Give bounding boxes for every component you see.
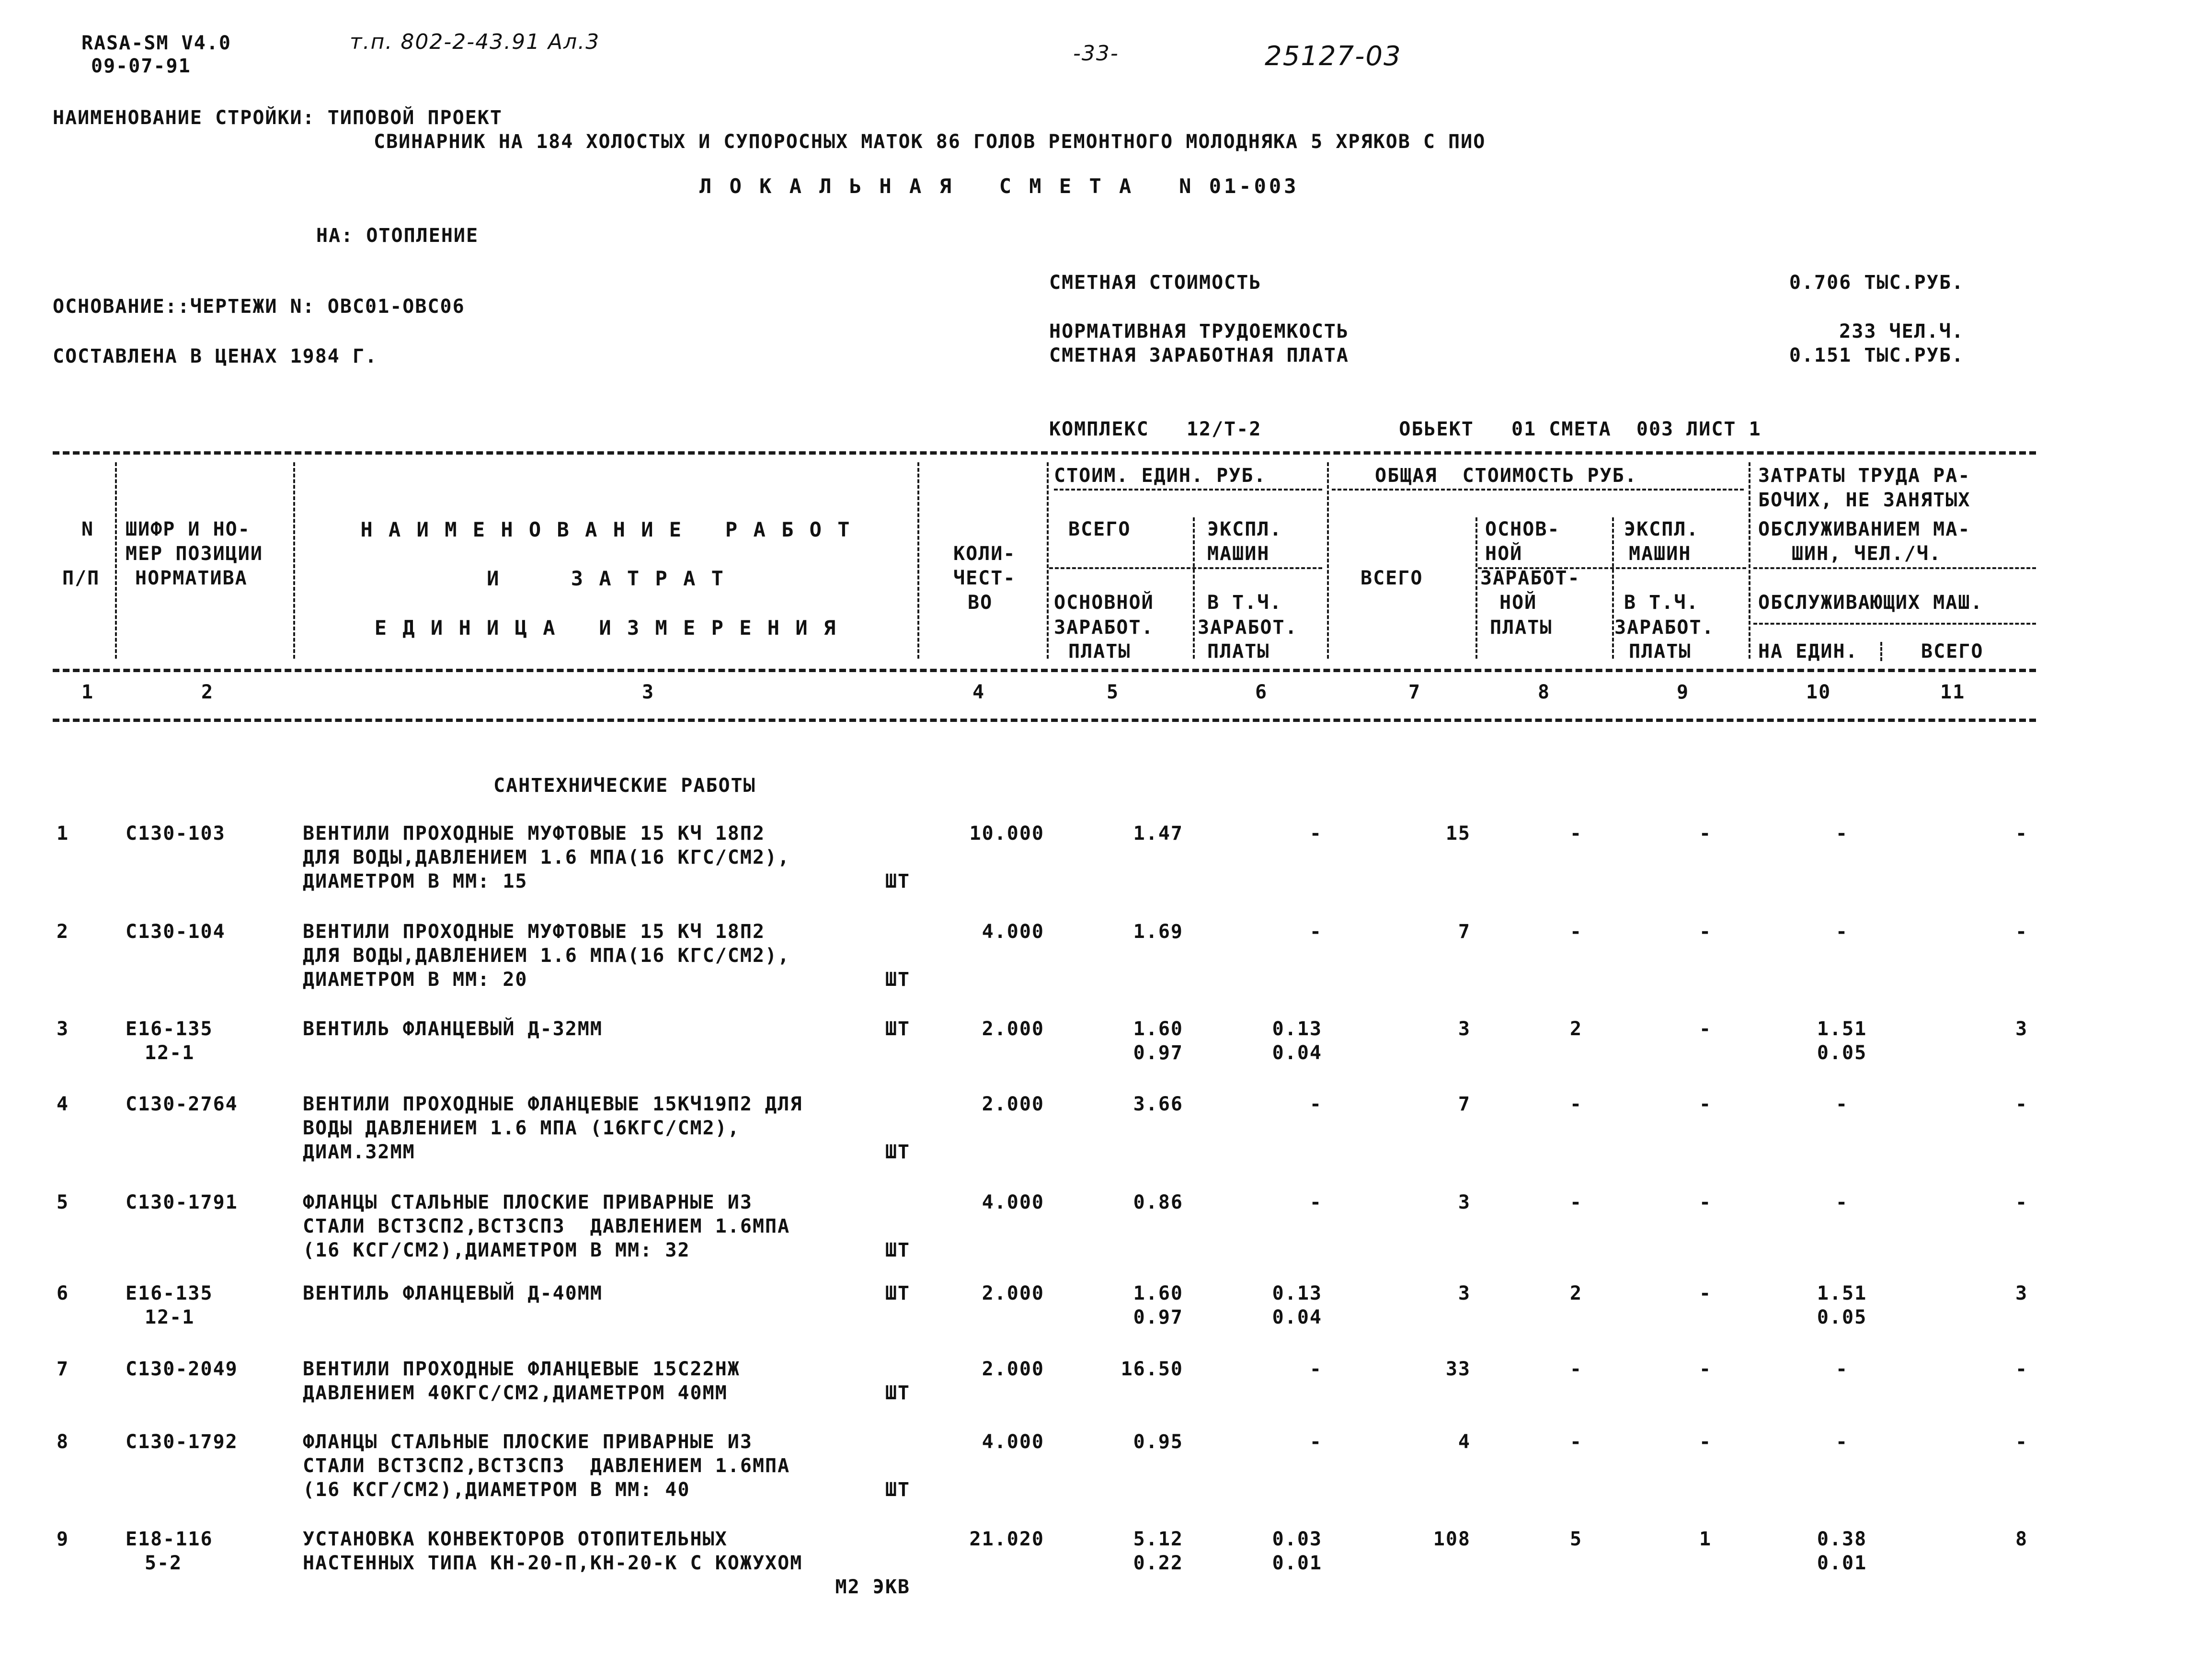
col9-head-c: В Т.Ч. (1624, 592, 1699, 614)
col7-head: ВСЕГО (1361, 567, 1423, 589)
row-number: 9 (57, 1528, 69, 1550)
row-unit-machine-cost: 0.13 (1272, 1018, 1322, 1040)
row-quantity: 2.000 (982, 1093, 1044, 1115)
header-top-rule (53, 451, 2036, 455)
row-number: 2 (57, 921, 69, 943)
row-work-name: ВЕНТИЛИ ПРОХОДНЫЕ ФЛАНЦЕВЫЕ 15С22НЖ (303, 1358, 740, 1380)
row-total-wage: - (1569, 1358, 1583, 1380)
row-quantity: 4.000 (982, 921, 1044, 943)
row-total-cost: 3 (1458, 1191, 1471, 1213)
col6-head-e: ПЛАТЫ (1207, 640, 1270, 663)
row-labor-total: - (2015, 1431, 2028, 1453)
project-title: СВИНАРНИК НА 184 ХОЛОСТЫХ И СУПОРОСНЫХ МАТОК 86 ГОЛОВ РЕМОНТНОГО МОЛОДНЯКА 5 ХРЯКОВ С ПИО (374, 131, 1486, 153)
row-unit-cost-total: 0.95 (1133, 1431, 1183, 1453)
row-quantity: 10.000 (969, 823, 1044, 845)
row-total-wage: - (1569, 823, 1583, 845)
col3-head-a: Н А И М Е Н О В А Н И Е Р А Б О Т (360, 518, 852, 541)
row-work-name: НАСТЕННЫХ ТИПА КН-20-П,КН-20-К С КОЖУХОМ (303, 1552, 803, 1574)
row-total-wage: 5 (1569, 1528, 1583, 1550)
row-labor-per-unit: - (1835, 1358, 1849, 1380)
col5-head-a: ВСЕГО (1068, 518, 1131, 540)
row-unit-cost-total: 1.47 (1133, 823, 1183, 845)
row-total-cost: 108 (1433, 1528, 1471, 1550)
colnum-2: 2 (201, 681, 214, 703)
row-unit-machine-cost: 0.13 (1272, 1282, 1322, 1304)
row-unit-machine-cost: 0.04 (1272, 1042, 1322, 1064)
estimate-basis: ОСНОВАНИЕ::ЧЕРТЕЖИ N: ОВС01-ОВС06 (53, 296, 465, 318)
col4-head-c: ВО (968, 592, 993, 614)
row-labor-per-unit: - (1835, 823, 1849, 845)
row-labor-per-unit: 0.01 (1817, 1552, 1867, 1574)
estimate-prices: СОСТАВЛЕНА В ЦЕНАХ 1984 Г. (53, 345, 378, 367)
row-labor-per-unit: - (1835, 1191, 1849, 1213)
row-work-name: ВЕНТИЛИ ПРОХОДНЫЕ МУФТОВЫЕ 15 КЧ 18П2 (303, 823, 766, 845)
row-unit-machine-cost: 0.04 (1272, 1306, 1322, 1328)
colnum-9: 9 (1677, 681, 1690, 703)
colnum-1: 1 (81, 681, 94, 703)
row-total-machine: - (1699, 921, 1712, 943)
row-norm-code: С130-1792 (126, 1431, 238, 1453)
col8-head-a: ОСНОВ- (1485, 518, 1560, 540)
col2-head-a: ШИФР И НО- (126, 518, 251, 540)
row-norm-code: С130-2049 (126, 1358, 238, 1380)
col2-head-c: НОРМАТИВА (135, 567, 248, 589)
row-work-name: УСТАНОВКА КОНВЕКТОРОВ ОТОПИТЕЛЬНЫХ (303, 1528, 728, 1550)
row-labor-per-unit: - (1835, 1431, 1849, 1453)
row-unit-cost-total: 3.66 (1133, 1093, 1183, 1115)
labor-sub-head: ОБСЛУЖИВАЮЩИХ МАШ. (1758, 592, 1983, 614)
row-norm-code: Е18-116 (126, 1528, 213, 1550)
col9-head-e: ПЛАТЫ (1629, 640, 1692, 663)
row-work-name: ДЛЯ ВОДЫ,ДАВЛЕНИЕМ 1.6 МПА(16 КГС/СМ2), (303, 945, 790, 967)
row-unit-cost-total: 0.22 (1133, 1552, 1183, 1574)
row-total-wage: 2 (1569, 1018, 1583, 1040)
col9-head-b: МАШИН (1629, 543, 1692, 565)
row-labor-per-unit: - (1835, 921, 1849, 943)
row-total-wage: - (1569, 1191, 1583, 1213)
row-total-machine: - (1699, 1093, 1712, 1115)
col4-head-b: ЧЕСТ- (953, 567, 1016, 589)
labor-group-head-a: ЗАТРАТЫ ТРУДА РА- (1758, 465, 1971, 487)
col4-head-a: КОЛИ- (953, 543, 1016, 565)
row-labor-per-unit: 0.38 (1817, 1528, 1867, 1550)
row-unit-machine-cost: - (1309, 1431, 1322, 1453)
col8-head-d: НОЙ (1499, 592, 1537, 614)
colnum-5: 5 (1107, 681, 1120, 703)
row-total-machine: - (1699, 1282, 1712, 1304)
print-date: 09-07-91 (91, 55, 191, 77)
row-work-name: ВЕНТИЛИ ПРОХОДНЫЕ МУФТОВЫЕ 15 КЧ 18П2 (303, 921, 766, 943)
row-unit: ШТ (885, 1479, 910, 1501)
row-total-wage: - (1569, 921, 1583, 943)
row-labor-total: - (2015, 1358, 2028, 1380)
row-unit-machine-cost: 0.03 (1272, 1528, 1322, 1550)
row-labor-per-unit: - (1835, 1093, 1849, 1115)
row-total-cost: 7 (1458, 1093, 1471, 1115)
labor-group-head-c: ОБСЛУЖИВАНИЕМ МА- (1758, 518, 1971, 540)
row-unit: ШТ (885, 1018, 910, 1040)
col8-head-e: ПЛАТЫ (1490, 617, 1553, 639)
row-total-machine: - (1699, 1431, 1712, 1453)
total-group-head: ОБЩАЯ СТОИМОСТЬ РУБ. (1375, 465, 1637, 487)
row-unit: ШТ (885, 1141, 910, 1163)
row-unit-machine-cost: - (1309, 1358, 1322, 1380)
colnum-7: 7 (1408, 681, 1421, 703)
colnum-11: 11 (1940, 681, 1966, 703)
col1-head-a: N (81, 518, 94, 540)
row-total-machine: - (1699, 1358, 1712, 1380)
row-quantity: 2.000 (982, 1282, 1044, 1304)
col8-head-c: ЗАРАБОТ- (1480, 567, 1580, 589)
row-total-wage: - (1569, 1093, 1583, 1115)
row-labor-per-unit: 1.51 (1817, 1018, 1867, 1040)
summary-labor-label: НОРМАТИВНАЯ ТРУДОЕМКОСТЬ (1049, 320, 1349, 343)
col5-head-b: ОСНОВНОЙ (1054, 592, 1154, 614)
row-work-name: СТАЛИ ВСТ3СП2,ВСТ3СП3 ДАВЛЕНИЕМ 1.6МПА (303, 1215, 790, 1237)
header-mid-rule (53, 669, 2036, 672)
row-work-name: ДИАМ.32ММ (303, 1141, 415, 1163)
row-quantity: 4.000 (982, 1191, 1044, 1213)
row-labor-per-unit: 0.05 (1817, 1306, 1867, 1328)
row-work-name: СТАЛИ ВСТ3СП2,ВСТ3СП3 ДАВЛЕНИЕМ 1.6МПА (303, 1455, 790, 1477)
col8-head-b: НОЙ (1485, 543, 1523, 565)
row-norm-code: С130-1791 (126, 1191, 238, 1213)
col9-head-d: ЗАРАБОТ. (1614, 617, 1715, 639)
row-total-cost: 33 (1445, 1358, 1471, 1380)
summary-cost-label: СМЕТНАЯ СТОИМОСТЬ (1049, 272, 1262, 294)
row-unit-machine-cost: 0.01 (1272, 1552, 1322, 1574)
row-labor-total: - (2015, 1191, 2028, 1213)
row-work-name: ВЕНТИЛЬ ФЛАНЦЕВЫЙ Д-40ММ (303, 1282, 603, 1304)
summary-wage-value: 0.151 ТЫС.РУБ. (1789, 344, 1964, 366)
unit-cost-group-head: СТОИМ. ЕДИН. РУБ. (1054, 465, 1267, 487)
row-quantity: 4.000 (982, 1431, 1044, 1453)
row-labor-total: 3 (2015, 1282, 2028, 1304)
row-work-name: ФЛАНЦЫ СТАЛЬНЫЕ ПЛОСКИЕ ПРИВАРНЫЕ ИЗ (303, 1191, 753, 1213)
row-unit: ШТ (885, 1382, 910, 1404)
col1-head-b: П/П (62, 567, 100, 589)
row-total-cost: 4 (1458, 1431, 1471, 1453)
col3-head-b: И З А Т Р А Т (487, 567, 725, 590)
colnum-6: 6 (1255, 681, 1268, 703)
row-unit-machine-cost: - (1309, 1191, 1322, 1213)
labor-group-head-d: ШИН, ЧЕЛ./Ч. (1792, 543, 1942, 565)
row-work-name: (16 КСГ/СМ2),ДИАМЕТРОМ В ММ: 40 (303, 1479, 690, 1501)
row-unit: ШТ (885, 1282, 910, 1304)
row-work-name: ВОДЫ ДАВЛЕНИЕМ 1.6 МПА (16КГС/СМ2), (303, 1117, 740, 1139)
row-unit-cost-total: 1.60 (1133, 1282, 1183, 1304)
row-work-name: ДАВЛЕНИЕМ 40КГС/СМ2,ДИАМЕТРОМ 40ММ (303, 1382, 728, 1404)
header-bottom-rule (53, 719, 2036, 722)
row-norm-code: 5-2 (145, 1552, 183, 1574)
row-unit-cost-total: 1.60 (1133, 1018, 1183, 1040)
row-total-cost: 3 (1458, 1282, 1471, 1304)
col5-head-c: ЗАРАБОТ. (1054, 617, 1154, 639)
row-unit: М2 ЭКВ (835, 1576, 910, 1598)
colnum-4: 4 (972, 681, 985, 703)
row-total-machine: 1 (1699, 1528, 1712, 1550)
col9-head-a: ЭКСПЛ. (1624, 518, 1699, 540)
row-work-name: ВЕНТИЛИ ПРОХОДНЫЕ ФЛАНЦЕВЫЕ 15КЧ19П2 ДЛЯ (303, 1093, 803, 1115)
row-quantity: 21.020 (969, 1528, 1044, 1550)
col6-head-a: ЭКСПЛ. (1207, 518, 1282, 540)
row-total-wage: - (1569, 1431, 1583, 1453)
col6-head-b: МАШИН (1207, 543, 1270, 565)
row-norm-code: 12-1 (145, 1306, 195, 1328)
row-quantity: 2.000 (982, 1018, 1044, 1040)
col6-head-c: В Т.Ч. (1207, 592, 1282, 614)
col11-head: ВСЕГО (1921, 640, 1984, 663)
row-norm-code: С130-2764 (126, 1093, 238, 1115)
project-label: НАИМЕНОВАНИЕ СТРОЙКИ: ТИПОВОЙ ПРОЕКТ (53, 107, 503, 129)
summary-wage-label: СМЕТНАЯ ЗАРАБОТНАЯ ПЛАТА (1049, 344, 1349, 366)
row-number: 4 (57, 1093, 69, 1115)
labor-group-head-b: БОЧИХ, НЕ ЗАНЯТЫХ (1758, 489, 1971, 511)
row-unit-machine-cost: - (1309, 823, 1322, 845)
colnum-3: 3 (642, 681, 655, 703)
row-quantity: 2.000 (982, 1358, 1044, 1380)
row-total-machine: - (1699, 823, 1712, 845)
row-number: 8 (57, 1431, 69, 1453)
row-norm-code: С130-103 (126, 823, 226, 845)
col3-head-c: Е Д И Н И Ц А И З М Е Р Е Н И Я (374, 616, 838, 640)
row-unit-cost-total: 16.50 (1121, 1358, 1183, 1380)
row-unit-cost-total: 1.69 (1133, 921, 1183, 943)
row-total-cost: 15 (1445, 823, 1471, 845)
row-number: 6 (57, 1282, 69, 1304)
complex-object-line: КОМПЛЕКС 12/Т-2 ОБЬЕКТ 01 СМЕТА 003 ЛИСТ 1 (1049, 418, 1761, 440)
row-unit-cost-total: 0.97 (1133, 1042, 1183, 1064)
row-work-name: ВЕНТИЛЬ ФЛАНЦЕВЫЙ Д-32ММ (303, 1018, 603, 1040)
row-number: 5 (57, 1191, 69, 1213)
row-total-cost: 3 (1458, 1018, 1471, 1040)
row-labor-total: 8 (2015, 1528, 2028, 1550)
col10-head: НА ЕДИН. (1758, 640, 1858, 663)
row-number: 3 (57, 1018, 69, 1040)
summary-labor-value: 233 ЧЕЛ.Ч. (1839, 320, 1964, 343)
colnum-8: 8 (1538, 681, 1551, 703)
row-unit: ШТ (885, 870, 910, 892)
row-unit-cost-total: 0.86 (1133, 1191, 1183, 1213)
col5-head-d: ПЛАТЫ (1068, 640, 1131, 663)
row-unit-cost-total: 5.12 (1133, 1528, 1183, 1550)
col6-head-d: ЗАРАБОТ. (1198, 617, 1298, 639)
row-number: 1 (57, 823, 69, 845)
row-total-machine: - (1699, 1018, 1712, 1040)
row-unit: ШТ (885, 1239, 910, 1261)
row-unit-cost-total: 0.97 (1133, 1306, 1183, 1328)
row-norm-code: С130-104 (126, 921, 226, 943)
row-work-name: ДИАМЕТРОМ В ММ: 20 (303, 969, 528, 991)
row-labor-total: - (2015, 823, 2028, 845)
page-number: -33- (1073, 41, 1119, 66)
row-number: 7 (57, 1358, 69, 1380)
row-norm-code: Е16-135 (126, 1018, 213, 1040)
row-total-wage: 2 (1569, 1282, 1583, 1304)
row-work-name: ДЛЯ ВОДЫ,ДАВЛЕНИЕМ 1.6 МПА(16 КГС/СМ2), (303, 846, 790, 869)
row-labor-per-unit: 1.51 (1817, 1282, 1867, 1304)
row-labor-total: - (2015, 1093, 2028, 1115)
program-name: RASA-SM V4.0 (81, 32, 231, 54)
summary-cost-value: 0.706 ТЫС.РУБ. (1789, 272, 1964, 294)
row-work-name: (16 КСГ/СМ2),ДИАМЕТРОМ В ММ: 32 (303, 1239, 690, 1261)
row-total-machine: - (1699, 1191, 1712, 1213)
row-norm-code: Е16-135 (126, 1282, 213, 1304)
row-labor-per-unit: 0.05 (1817, 1042, 1867, 1064)
row-unit: ШТ (885, 969, 910, 991)
row-labor-total: 3 (2015, 1018, 2028, 1040)
row-work-name: ДИАМЕТРОМ В ММ: 15 (303, 870, 528, 892)
row-unit-machine-cost: - (1309, 1093, 1322, 1115)
section-title: САНТЕХНИЧЕСКИЕ РАБОТЫ (493, 775, 756, 797)
row-unit-machine-cost: - (1309, 921, 1322, 943)
handwritten-project-stamp: т.п. 802-2-43.91 Ал.3 (350, 30, 600, 54)
document-code: 25127-03 (1265, 41, 1402, 72)
row-labor-total: - (2015, 921, 2028, 943)
row-norm-code: 12-1 (145, 1042, 195, 1064)
colnum-10: 10 (1806, 681, 1831, 703)
col2-head-b: МЕР ПОЗИЦИИ (126, 543, 263, 565)
row-work-name: ФЛАНЦЫ СТАЛЬНЫЕ ПЛОСКИЕ ПРИВАРНЫЕ ИЗ (303, 1431, 753, 1453)
row-total-cost: 7 (1458, 921, 1471, 943)
estimate-heading: Л О К А Л Ь Н А Я С М Е Т А N 01-003 (699, 174, 1299, 198)
estimate-for: НА: ОТОПЛЕНИЕ (316, 225, 479, 247)
